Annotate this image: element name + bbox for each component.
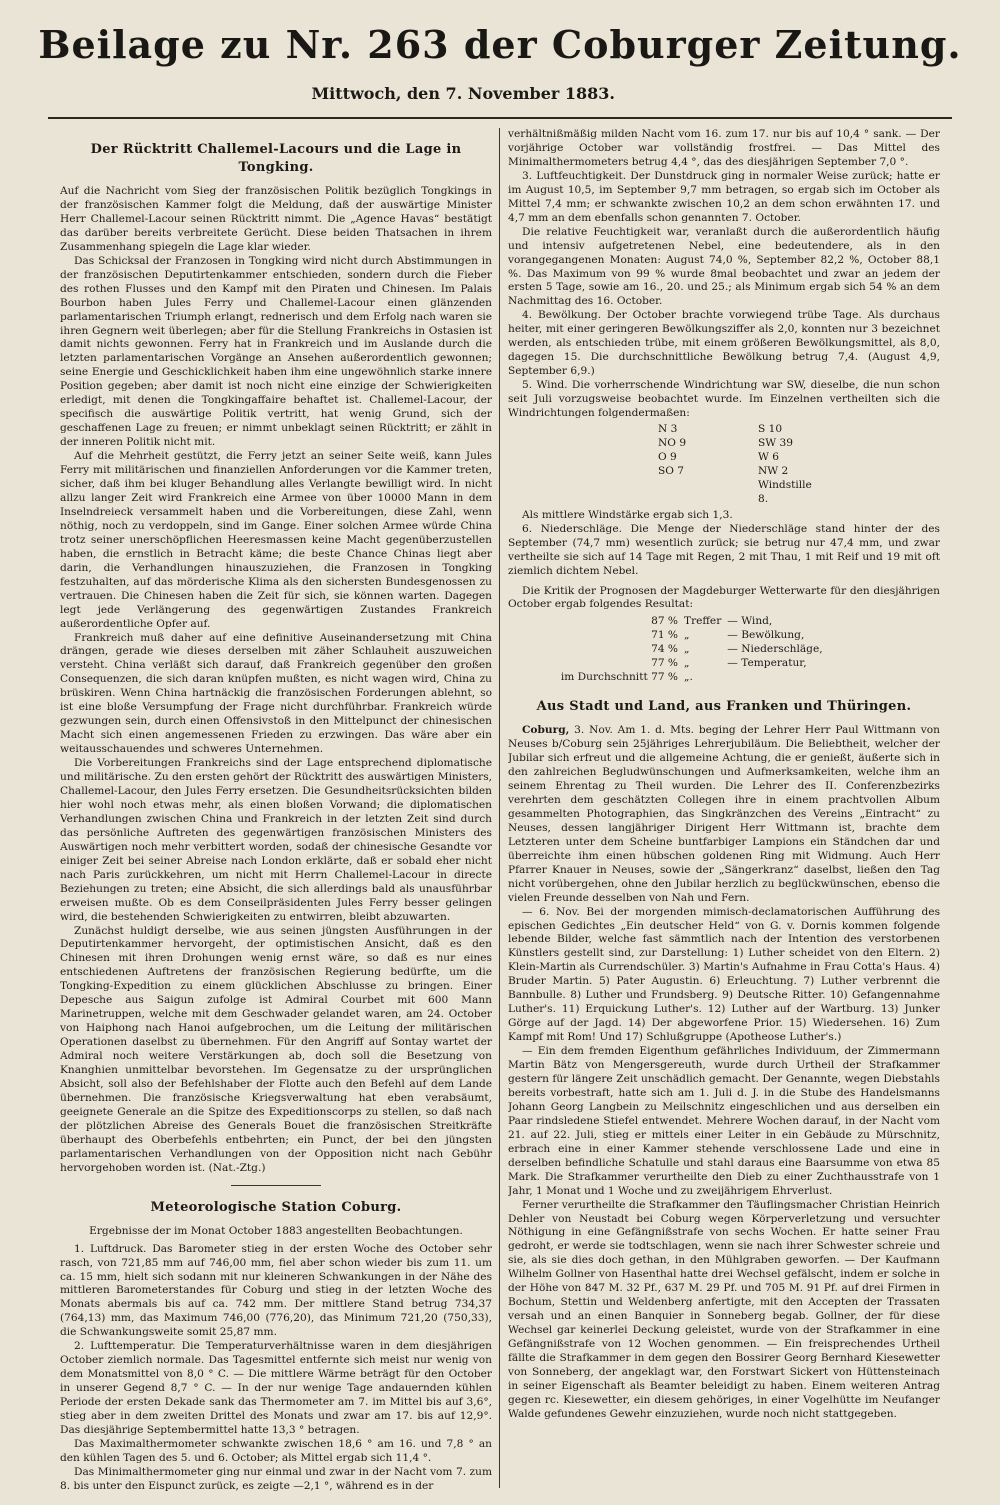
masthead-title: Beilage zu Nr. 263 der Coburger Zeitung. [38,22,962,67]
table-row [538,657,829,671]
table-cell: N 3 [658,423,678,436]
table-cell: O 9 [658,450,677,463]
table-cell: SO 7 [658,464,685,477]
table-row [658,437,818,451]
section-divider [231,1185,321,1186]
table-cell: NO 9 [658,436,687,449]
table-cell: NW 2 [758,464,789,477]
left-column [60,128,492,1498]
table-cell: 77 % [651,657,678,670]
masthead-date: Mittwoch, den 7. November 1883. [311,84,615,103]
article-paragraph: 4. Bewölkung. Der October brachte vorwiegend trübe Tage. Als durchaus heiter, mit einer geringeren Bewölkungsziffer als 2,0, konnten nur 3 bezeichnet werden, als entschieden trübe, mit einem größeren Bewölkungsmittel, als 8,0, dagegen 15. Die durchschnittliche Bewölkung betrug 7,4. (August 4,9, September 6,9.) [508,309,940,378]
article-paragraph: Die Vorbereitungen Frankreichs sind der Lage entsprechend diplomatische und militärische. Zu den ersten gehört der Rücktritt des auswärtigen Ministers, Challemel-Lacour, den Jules Ferry ersetzen. Die Gesundheitsrücksichten bilden hier wohl noch etwas mehr, als einen bloßen Vorwand; die diplomatischen Verhandlungen zwischen China und Frankreich in der letzten Zeit sind durch das persönliche Auftreten des gegenwärtigen französischen Ministers des Auswärtigen noch mehr verbittert worden, sodaß der chinesische Gesandte vor einiger Zeit bei seiner Abreise nach London erklärte, daß er sobald eher nicht nach Paris zurückkehren, um nicht mit Herrn Challemel-Lacour in directe Beziehungen zu treten; eine Absicht, die sich allerdings bald als unausführbar erweisen mußte. Ob es dem Conseilpräsidenten Jules Ferry besser gelingen wird, die bestehenden Schwierigkeiten zu entwirren, bleibt abzuwarten. [60,757,492,923]
table-cell: S 10 [758,423,783,436]
article-paragraph: 6. Niederschläge. Die Menge der Niederschläge stand hinter der des September (74,7 mm) wesentlich zurück; sie betrug nur 47,4 mm, und zwar vertheilte sie sich auf 14 Tage mit Regen, 2 mit Thau, 1 mit Reif und 19 mit oft ziemlich dichtem Nebel. [508,522,940,577]
article-paragraph: Das Minimalthermometer ging nur einmal und zwar in der Nacht vom 7. zum 8. bis unter den Eispunct zurück, es zeigte —2,1 °, während es in der [60,1465,492,1492]
table-cell: 87 % [651,615,678,628]
article-paragraph: Frankreich muß daher auf eine definitive Auseinandersetzung mit China drängen, gerade wie dieses derselben mit zäher Schlauheit auszuweichen versteht. China verläßt sich darauf, daß Frankreich gegenüber den großen Consequenzen, die sich daran knüpfen mußten, es nicht wagen wird, China zu brüskiren. Wenn China hartnäckig die französischen Forderungen ablehnt, so ist eine bloße Versumpfung der Frage nicht durchführbar. Frankreich würde gezwungen sein, durch einen Offensivstoß in den Mittelpunct der chinesischen Macht sich einen angemessenen Frieden zu erzwingen. Das wäre aber ein weitausschauendes und schweres Unternehmen. [60,631,492,756]
masthead-rule [48,117,952,119]
prognosis-table [538,615,829,685]
masthead [0,0,1000,118]
article-paragraph: Das Schicksal der Franzosen in Tongking wird nicht durch Abstimmungen in der französischen Deputirtenkammer entschieden, sondern durch die Fieber des rothen Flusses und den Kampf mit den Piraten und Chinesen. Im Palais Bourbon haben Jules Ferry und Challemel-Lacour einen glänzenden parlamentarischen Triumph erlangt, rednerisch und dem Erfolg nach waren sie ihren Gegnern weit überlegen; aber für die Stellung Frankreichs in Ostasien ist damit nichts gewonnen. Ferry hat in Frankreich und im Auslande durch die letzten parlamentarischen Vorgänge an Ansehen außerordentlich gewonnen; seine Energie und Geschicklichkeit haben ihm eine ungewöhnlich starke innere Position gegeben; aber damit ist noch nicht eine einzige der Schwierigkeiten erledigt, mit denen die Tongkingaffaire behaftet ist. Challemel-Lacour, der specifisch die auswärtige Politik vertritt, hat wenig Grund, sich der geschaffenen Lage zu freuen; er nimmt unbeklagt seinen Rücktritt; er zählt in der inneren Politik nicht mit. [60,254,492,449]
table-row [658,465,818,479]
table-cell: — Wind, [727,615,773,628]
table-cell: — Bewölkung, [727,629,805,642]
table-row [658,479,818,507]
article-paragraph: Auf die Mehrheit gestützt, die Ferry jetzt an seiner Seite weiß, kann Jules Ferry mit militärischen und finanziellen Anforderungen vor die Kammer treten, sicher, daß ihm bei kluger Behandlung alles Verlangte bewilligt wird. In nicht allzu langer Zeit wird Frankreich eine Armee von über 10000 Mann in dem Inselndreieck versammelt haben und die Vorbereitungen, diese Zahl, wenn nöthig, noch zu verdoppeln, sind im Gange. Einer solchen Armee würde China trotz seiner unerschöpflichen Heeresmassen keine Macht gegenüberzustellen haben, die ernstlich in Betracht käme; die beste Chance Chinas liegt aber darin, die Verhandlungen hinauszuziehen, die Franzosen in Tongking festzuhalten, auf das mörderische Klima als den sichersten Bundesgenossen zu vertrauen. Die Chinesen haben die Zeit für sich, sie können warten. Dagegen legt jede Verlängerung des gegenwärtigen Zustandes Frankreich außerordentliche Opfer auf. [60,450,492,630]
table-cell: SW 39 [758,436,793,449]
table-cell: „ [684,629,690,642]
article-paragraph: 1. Luftdruck. Das Barometer stieg in der ersten Woche des October sehr rasch, von 721,85 mm auf 746,00 mm, fiel aber schon wieder bis zum 11. um ca. 15 mm, hielt sich sodann mit nur kleineren Schwankungen in der Nähe des mittleren Barometerstandes für Coburg und stieg in der letzten Woche des Monats abermals bis auf ca. 742 mm. Der mittlere Stand betrug 734,37 (764,13) mm, das Maximum 746,00 (776,20), das Minimum 721,20 (750,33), die Schwankungsweite somit 25,87 mm. [60,1242,492,1339]
table-row [658,451,818,465]
article-text: 3. Nov. Am 1. d. Mts. beging der Lehrer Herr Paul Wittmann von Neuses b/Coburg sein 25jähriges Lehrerjubiläum. Die Beliebtheit, welcher der Jubilar sich erfreut und die allgemeine Achtung, die er genießt, äußerte sich in den zahlreichen Begludwünschungen und Aufmerksamkeiten, welche ihm an seinem Ehrentag zu Theil wurden. Die Lehrer des II. Conferenzbezirks verehrten dem geschätzten Collegen ihre in einem prachtvollen Album gesammelten Photographien, das Singkränzchen des Vereins „Eintracht“ zu Neuses, dessen langjähriger Dirigent Herr Wittmann ist, brachte dem Letzteren unter dem Scheine buntfarbiger Lampions ein Ständchen dar und überreichte ihm einen hübschen goldenen Ring mit Widmung. Auch Herr Pfarrer Knauer in Neuses, sowie der „Sängerkranz“ daselbst, ließen den Tag nicht vorübergehen, ohne den Jubilar herzlich zu beglückwünschen, ebenso die vielen Freunde desselben von Nah und Fern. [508,724,940,904]
table-row [658,423,818,437]
table-cell: — Niederschläge, [727,643,823,656]
article-paragraph: — Ein dem fremden Eigenthum gefährliches Individuum, der Zimmermann Martin Bätz von Mengersgereuth, wurde durch Urtheil der Strafkammer gestern für längere Zeit unschädlich gemacht. Der Genannte, wegen Diebstahls bereits vorbestraft, hatte sich am 1. Juli d. J. in die Stube des Handelsmanns Johann Georg Langbein zu Meilschnitz eingeschlichen und aus derselben ein Paar rindsledene Stiefel entwendet. Mehrere Wochen darauf, in der Nacht vom 21. auf 22. Juli, stieg er mittels einer Leiter in ein Gebäude zu Mürschnitz, erbrach eine in einer Kammer stehende verschlossene Lade und eine in derselben befindliche Schatulle und stahl daraus eine Baarsumme von etwa 85 Mark. Die Strafkammer verurtheilte den Dieb zu einer Zuchthausstrafe von 1 Jahr, 1 Monat und 1 Woche und zu zweijährigem Ehrverlust. [508,1045,940,1197]
article-title-tongking: Der Rücktritt Challemel-Lacours und die Lage in Tongking. [90,142,462,175]
article-title-meteorology: Meteorologische Station Coburg. [150,1199,402,1215]
table-cell: 74 % [651,643,678,656]
table-cell: Treffer [684,615,722,628]
table-cell: „. [684,671,693,684]
table-cell: „ [684,643,690,656]
article-paragraph: Auf die Nachricht vom Sieg der französischen Politik bezüglich Tongkings in der französischen Kammer folgt die Meldung, daß der auswärtige Minister Herr Challemel-Lacour seinen Rücktritt nimmt. Die „Agence Havas“ bestätigt das darüber bereits verbreitete Gerücht. Diese beiden Thatsachen in ihrem Zusammenhang spiegeln die Lage klar wieder. [60,185,492,253]
article-paragraph: Zunächst huldigt derselbe, wie aus seinen jüngsten Ausführungen in der Deputirtenkammer hervorgeht, der optimistischen Ansicht, daß es den Chinesen mit ihren Drohungen wenig ernst wäre, so daß es nur eines entschiedenen Auftretens der französischen Regierung bedürfte, um die Tongking-Expedition zu einem glücklichen Abschlusse zu bringen. Einer Depesche aus Saigun zufolge ist Admiral Courbet mit 600 Mann Marinetruppen, welche mit dem Geschwader gelandet waren, am 24. October von Haiphong nach Hanoi aufgebrochen, um die Leitung der militärischen Operationen daselbst zu übernehmen. Für den Angriff auf Sontay wartet der Admiral noch weitere Verstärkungen ab, doch soll die Besetzung von Knanghien unmittelbar bevorstehen. Im Gegensatze zu der ursprünglichen Absicht, soll also der Befehlshaber der Flotte auch den Befehl auf dem Lande übernehmen. Die französische Kriegsverwaltung hat eben verabsäumt, geeignete Generale an die Spitze des Expeditionscorps zu stellen, so daß nach der plötzlichen Abreise des Generals Bouet die französischen Streitkräfte überhaupt des Oberbefehls entbehrten; ein Punct, der bei den jüngsten parlamentarischen Verhandlungen von der Opposition nicht nach Gebühr hervorgehoben worden ist. (Nat.-Ztg.) [60,924,492,1174]
article-title-regional: Aus Stadt und Land, aus Franken und Thüringen. [536,699,912,715]
table-cell: im Durchschnitt 77 % [560,671,678,684]
article-paragraph: Ferner verurtheilte die Strafkammer den Täuflingsmacher Christian Heinrich Dehler von Neustadt bei Coburg wegen Körperverletzung und versuchter Nöthigung in eine Gefängnißstrafe von sechs Wochen. Er hatte seiner Frau gedroht, er werde sie todtschlagen, wenn sie nach ihrer Schwester schreie und sie, als sie dies doch gethan, in den Mühlgraben geworfen. — Der Kaufmann Wilhelm Gollner von Hasenthal hatte drei Wechsel gefälscht, indem er solche in der Höhe von 847 M. 32 Pf., 637 M. 29 Pf. und 705 M. 91 Pf. auf drei Firmen in Bochum, Stettin und Weldenberg anfertigte, mit den Accepten der Trassaten versah und an einen Banquier in Sonneberg begab. Gollner, der für diese Wechsel gar keinerlei Deckung geleistet, wurde von der Strafkammer in eine Gefängnißstrafe von 12 Wochen genommen. — Ein freisprechendes Urtheil fällte die Strafkammer in dem gegen den Bossirer Georg Bernhard Kiesewetter von Sonneberg, der angeklagt war, den Forstwart Sickert von Hüttensteinach in seiner Eigenschaft als Beamter beleidigt zu haben. Einem weiteren Antrag gegen rc. Kiesewetter, ein diesem gehöriges, in einer Vogelhütte im Neufanger Walde gefundenes Gewehr einzuziehen, wurde noch nicht stattgegeben. [508,1198,940,1420]
wind-direction-table [658,423,818,507]
dateline-place: Coburg, [522,724,570,737]
article-paragraph [508,724,940,905]
table-cell [658,479,758,507]
table-cell: Windstille 8. [758,478,812,505]
table-cell: 71 % [651,629,678,642]
table-row [538,671,829,685]
article-paragraph: Die relative Feuchtigkeit war, veranlaßt durch die außerordentlich häufig und intensiv aufgetretenen Nebel, eine bedeutendere, als in den vorangegangenen Monaten: August 74,0 %, September 82,2 %, October 88,1 %. Das Maximum von 99 % wurde 8mal beobachtet und zwar an jedem der ersten 5 Tage, sowie am 16., 20. und 25.; als Minimum ergab sich 54 % an dem Nachmittag des 16. October. [508,225,940,308]
table-cell: W 6 [758,450,779,463]
article-subtitle-meteorology: Ergebnisse der im Monat October 1883 angestellten Beobachtungen. [89,1224,463,1237]
prognosis-intro: Die Kritik der Prognosen der Magdeburger Wetterwarte für den diesjährigen October ergab folgendes Resultat: [508,584,940,611]
table-cell: — Temperatur, [727,657,807,670]
article-paragraph: 5. Wind. Die vorherrschende Windrichtung war SW, dieselbe, die nun schon seit Juli vorzugsweise beobachtet wurde. Im Einzelnen vertheilten sich die Windrichtungen folgendermaßen: [508,379,940,420]
table-row [538,629,829,643]
article-paragraph: Das Maximalthermometer schwankte zwischen 18,6 ° am 16. und 7,8 ° an den kühlen Tagen des 5. und 6. October; als Mittel ergab sich 11,4 °. [60,1437,492,1464]
article-paragraph: 2. Lufttemperatur. Die Temperaturverhältnisse waren in dem diesjährigen October ziemlich normale. Das Tagesmittel entfernte sich meist nur wenig von dem Monatsmittel von 8,0 ° C. — Die mittlere Wärme beträgt für den October in unserer Gegend 8,7 ° C. — In der nur wenige Tage andauernden kühlen Periode der ersten Dekade sank das Thermometer am 7. im Mittel bis auf 3,6°, stieg aber in dem zweiten Drittel des Monats und zwar am 17. bis auf 12,9°. Das diesjährige Septembermittel hatte 13,3 ° betragen. [60,1340,492,1437]
right-column [508,128,940,1498]
column-divider [499,128,500,1488]
article-paragraph: — 6. Nov. Bei der morgenden mimisch-declamatorischen Aufführung des epischen Gedichtes „Ein deutscher Held“ von G. v. Dornis kommen folgende lebende Bilder, welche fast sämmtlich nach der Intention des verstorbenen Künstlers gestellt sind, zur Darstellung: 1) Luther scheidet von den Eltern. 2) Klein-Martin als Currendschüler. 3) Martin's Aufnahme in Frau Cotta's Haus. 4) Bruder Martin. 5) Pater Augustin. 6) Erleuchtung. 7) Luther verbrennt die Bannbulle. 8) Luther und Frundsberg. 9) Deutsche Ritter. 10) Gefangennahme Luther's. 11) Erquickung Luther's. 12) Luther auf der Wartburg. 13) Junker Görge auf der Jagd. 14) Der abgeworfene Prior. 15) Wiedersehen. 16) Zum Kampf mit Rom! Und 17) Schlußgruppe (Apotheose Luther's.) [508,905,940,1044]
article-paragraph: 3. Luftfeuchtigkeit. Der Dunstdruck ging in normaler Weise zurück; hatte er im August 10,5, im September 9,7 mm betragen, so ergab sich im October als Mittel 7,4 mm; er schwankte zwischen 10,2 an dem schon erwähnten 17. und 4,7 mm an dem ebenfalls schon genannten 7. October. [508,169,940,224]
article-paragraph: Als mittlere Windstärke ergab sich 1,3. [522,508,733,521]
table-cell [727,671,828,685]
table-row [538,615,829,629]
table-cell: „ [684,657,690,670]
article-paragraph: verhältnißmäßig milden Nacht vom 16. zum 17. nur bis auf 10,4 ° sank. — Der vorjährige October war vollständig frostfrei. — Das Mittel des Minimalthermometers betrug 4,4 °, das des diesjährigen September 7,0 °. [508,128,940,168]
table-row [538,643,829,657]
